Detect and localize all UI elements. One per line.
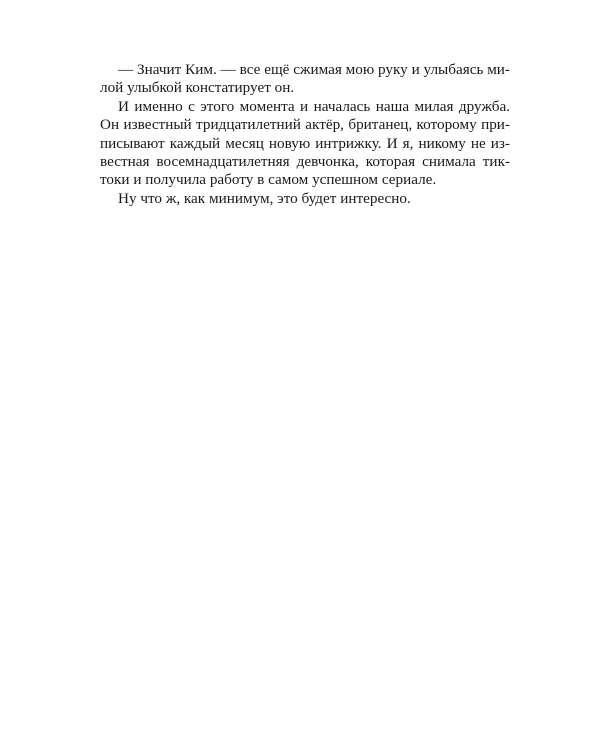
text-line: Ну что ж, как минимум, это будет интересно. <box>118 189 411 207</box>
text-line: — Значит Ким. — все ещё сжимая мою руку и улыбаясь ми- <box>118 61 510 78</box>
text-line: И именно с этого момента и началась наша милая дружба. <box>118 97 510 115</box>
text-line: токи и получила работу в самом успешном сериале. <box>100 171 437 189</box>
body-text <box>100 61 510 208</box>
text-line: вестная восемнадцатилетняя девчонка, которая снимала тик- <box>100 153 510 171</box>
text-line: Он известный тридцатилетний актёр, британец, которому при- <box>100 116 510 134</box>
text-line: лой улыбкой констатирует он. <box>100 79 295 97</box>
text-line: писывают каждый месяц новую интрижку. И я, никому не из- <box>100 134 510 152</box>
